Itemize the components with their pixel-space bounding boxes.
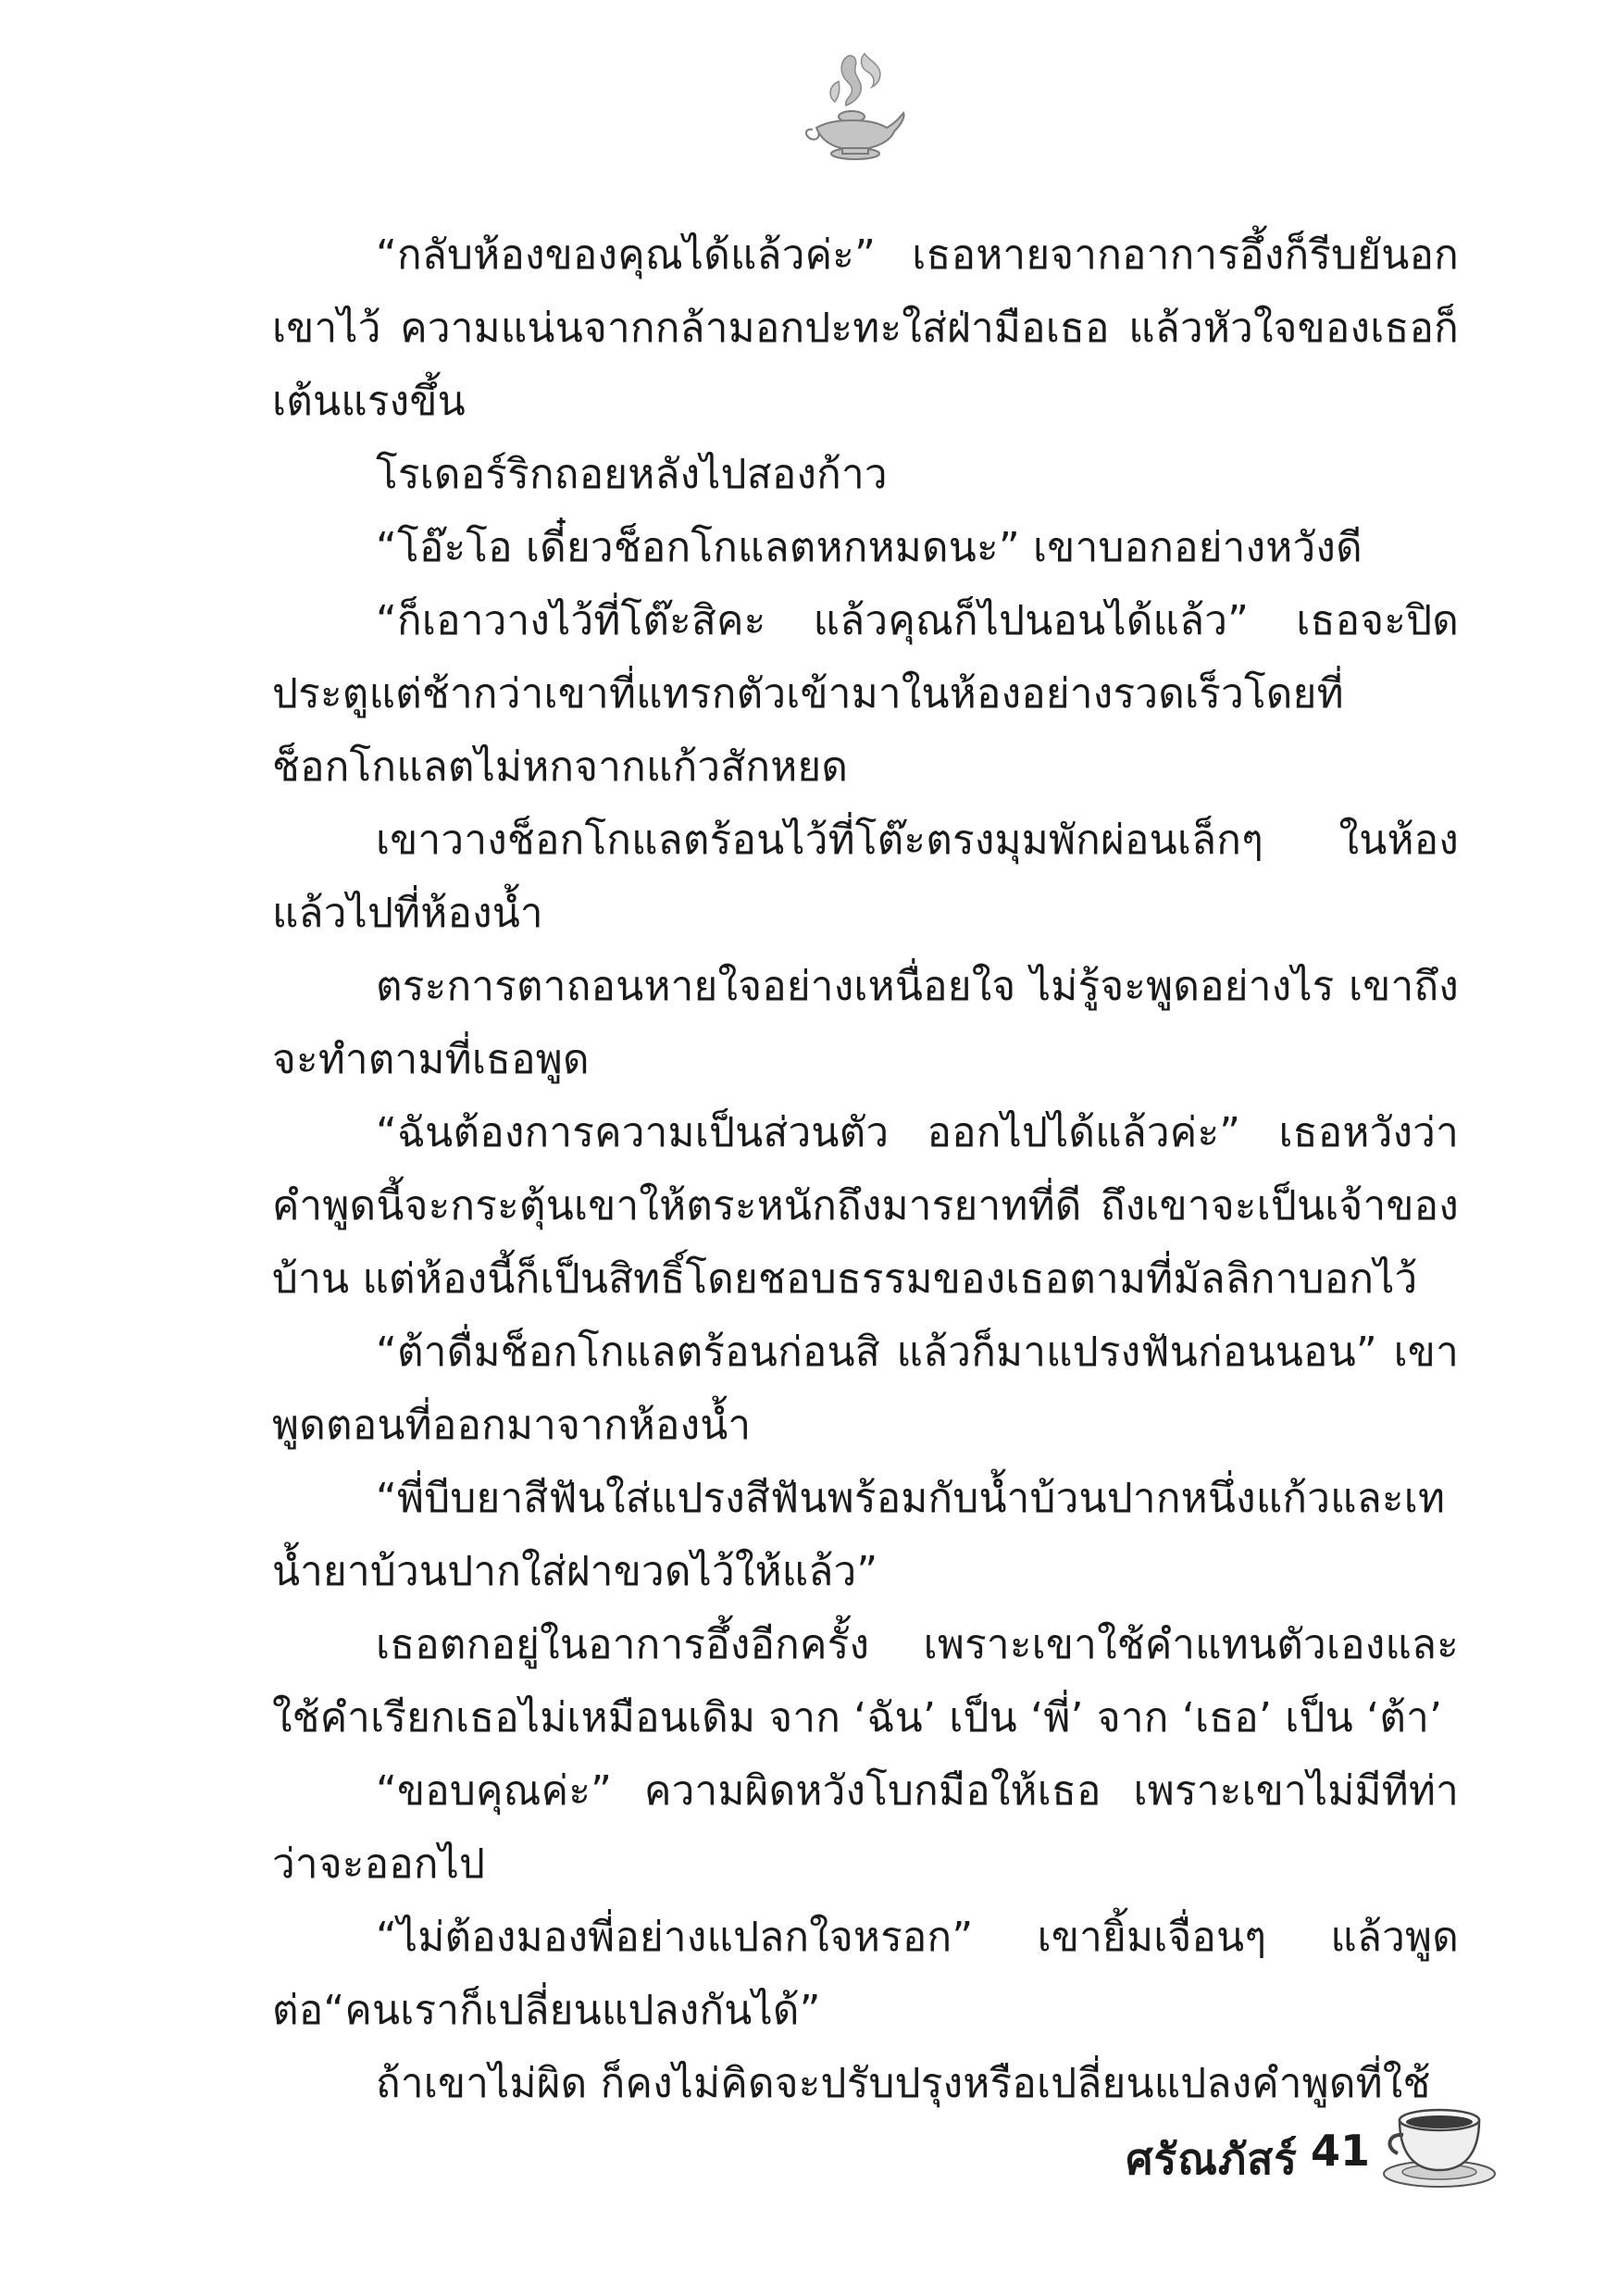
paragraph: โรเดอร์ริกถอยหลังไปสองก้าว — [376, 451, 888, 498]
paragraph: “ไม่ต้องมองพี่อย่างแปลกใจหรอก” เขายิ้มเจื่อนๆ แล้วพูดต่อ“คนเราก็เปลี่ยนแปลงกันได้” — [272, 1914, 1459, 2034]
page-number: 41 — [1310, 2126, 1370, 2176]
paragraph: เขาวางช็อกโกแลตร้อนไว้ที่โต๊ะตรงมุมพักผ่อนเล็กๆ ในห้องแล้วไปที่ห้องน้ำ — [272, 817, 1459, 937]
paragraph: “พี่บีบยาสีฟันใส่แปรงสีฟันพร้อมกับน้ำบ้วนปากหนึ่งแก้วและเทน้ำยาบ้วนปากใส่ฝาขวดไว้ให้แล้ว” — [272, 1475, 1446, 1595]
paragraph: “ขอบคุณค่ะ” ความผิดหวังโบกมือให้เธอ เพราะเขาไม่มีทีท่าว่าจะออกไป — [272, 1767, 1459, 1888]
paragraph: “โอ๊ะโอ เดี๋ยวช็อกโกแลตหกหมดนะ” เขาบอกอย่างหวังดี — [376, 524, 1363, 571]
paragraph: “ต้าดื่มช็อกโกแลตร้อนก่อนสิ แล้วก็มาแปรงฟันก่อนนอน” เขาพูดตอนที่ออกมาจากห้องน้ำ — [272, 1329, 1459, 1449]
paragraph: ถ้าเขาไม่ผิด ก็คงไม่คิดจะปรับปรุงหรือเปลี่ยนแปลงคำพูดที่ใช้ — [376, 2060, 1431, 2107]
paragraph: “กลับห้องของคุณได้แล้วค่ะ” เธอหายจากอาการอึ้งก็รีบยันอกเขาไว้ ความแน่นจากกล้ามอกปะทะใส่ฝ่ามือเธอ แล้วหัวใจของเธอก็เต้นแรงขึ้น — [272, 231, 1459, 425]
coffee-cup-icon — [1379, 2100, 1500, 2192]
paragraph: เธอตกอยู่ในอาการอึ้งอีกครั้ง เพราะเขาใช้คำแทนตัวเองและใช้คำเรียกเธอไม่เหมือนเดิม จาก ‘ฉัน’ เป็น ‘พี่’ จาก ‘เธอ’ เป็น ‘ต้า’ — [272, 1621, 1459, 1741]
page-footer — [1055, 2092, 1500, 2203]
paragraph: “ฉันต้องการความเป็นส่วนตัว ออกไปได้แล้วค่ะ” เธอหวังว่าคำพูดนี้จะกระตุ้นเขาให้ตระหนักถึงมารยาทที่ดี ถึงเขาจะเป็นเจ้าของบ้าน แต่ห้องนี้ก็เป็นสิทธิ์โดยชอบธรรมของเธอตามที่มัลลิกาบอกไว้ — [272, 1109, 1459, 1303]
paragraph: ตระการตาถอนหายใจอย่างเหนื่อยใจ ไม่รู้จะพูดอย่างไร เขาถึงจะทำตามที่เธอพูด — [272, 963, 1459, 1083]
body-text — [272, 218, 1459, 2120]
author-name: ศรัณภัสร์ — [1126, 2134, 1298, 2184]
genie-lamp-icon — [802, 48, 913, 168]
paragraph: “ก็เอาวางไว้ที่โต๊ะสิคะ แล้วคุณก็ไปนอนได้แล้ว” เธอจะปิดประตูแต่ช้ากว่าเขาที่แทรกตัวเข้ามาในห้องอย่างรวดเร็วโดยที่ช็อกโกแลตไม่หกจากแก้วสักหยด — [272, 597, 1459, 791]
